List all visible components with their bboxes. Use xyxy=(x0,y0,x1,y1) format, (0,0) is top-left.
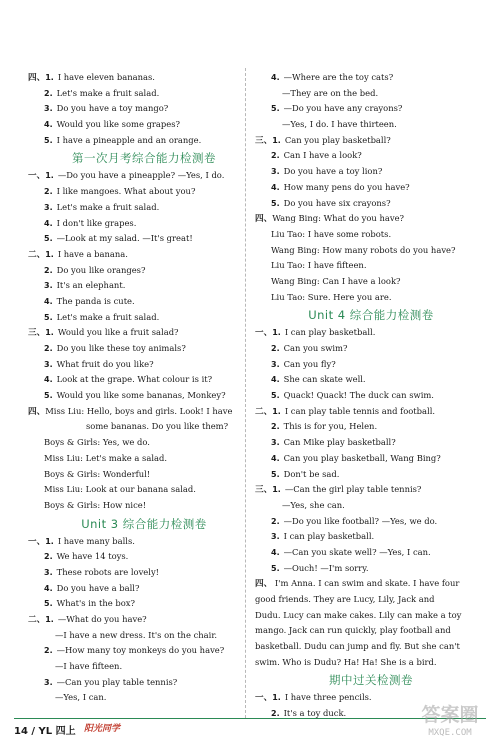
item-number: 5. xyxy=(44,135,53,145)
answer-line xyxy=(28,231,260,247)
item-number: 1. xyxy=(272,693,281,703)
answer-line xyxy=(28,628,260,644)
left-column xyxy=(28,70,260,706)
brand-logo: 阳光同学 xyxy=(84,724,121,734)
answer-text: Can I have a look? xyxy=(283,150,362,161)
section-heading: Unit 4 综合能力检测卷 xyxy=(308,308,434,323)
section-marker: 一、 xyxy=(28,536,46,547)
answer-line xyxy=(28,596,260,612)
item-number: 5. xyxy=(271,469,280,479)
answer-text: Would you like a fruit salad? xyxy=(57,327,179,338)
item-number: 2. xyxy=(271,344,280,353)
item-number: 4. xyxy=(44,218,53,228)
answer-text: Boys & Girls: How nice! xyxy=(44,499,147,510)
answer-text: The panda is cute. xyxy=(56,295,135,306)
answer-line xyxy=(28,498,260,514)
item-number: 3. xyxy=(44,104,53,114)
answer-text: —Can you play table tennis? xyxy=(56,676,178,687)
answer-text: mango. Jack can run quickly, play football and xyxy=(255,625,451,636)
answer-text: —Can the girl play table tennis? xyxy=(284,484,422,495)
answer-line xyxy=(28,310,260,326)
answer-text: Do you like these toy animals? xyxy=(56,343,186,353)
answer-text: Let's make a fruit salad. xyxy=(56,311,160,322)
right-column xyxy=(255,70,487,722)
answer-text: She can skate well. xyxy=(283,374,366,385)
answer-line xyxy=(28,467,260,483)
watermark xyxy=(406,700,494,744)
item-number: 4. xyxy=(44,583,53,593)
item-number: 1. xyxy=(45,328,54,338)
watermark-url: MXQE.COM xyxy=(428,728,472,738)
item-number: 5. xyxy=(44,391,53,401)
item-number: 3. xyxy=(44,281,53,291)
answer-line xyxy=(255,639,487,655)
answer-line xyxy=(28,659,260,675)
answer-line xyxy=(255,372,487,388)
answer-text: Let's make a fruit salad. xyxy=(56,87,160,98)
answer-text: Do you like oranges? xyxy=(56,264,146,275)
section-heading: 期中过关检测卷 xyxy=(329,673,413,688)
item-number: 5. xyxy=(271,198,280,208)
answer-line xyxy=(28,117,260,133)
answer-text: I can play table tennis and football. xyxy=(284,405,436,416)
answer-text: I have three pencils. xyxy=(284,692,372,703)
section-marker: 三、 xyxy=(28,328,46,339)
answer-line xyxy=(255,404,487,420)
answer-line xyxy=(255,545,487,561)
answer-text: Can you fly? xyxy=(283,358,336,369)
answer-line xyxy=(28,263,260,279)
answer-line xyxy=(255,148,487,164)
answer-text: Don't be sad. xyxy=(283,468,340,479)
answer-line xyxy=(255,101,487,117)
answer-text: —I have fifteen. xyxy=(55,661,123,672)
item-number: 1. xyxy=(272,135,281,145)
section-heading: Unit 3 综合能力检测卷 xyxy=(81,516,207,531)
answer-line xyxy=(28,325,260,341)
answer-text: Wang Bing: How many robots do you have? xyxy=(271,244,456,255)
answer-line xyxy=(28,565,260,581)
answer-text: —Yes, I do. I have thirteen. xyxy=(282,119,397,130)
answer-text: —Can you skate well? —Yes, I can. xyxy=(283,546,431,557)
answer-line xyxy=(255,196,487,212)
answer-line xyxy=(255,325,487,341)
answer-text: Miss Liu: Hello, boys and girls. Look! I have xyxy=(45,405,233,416)
answer-text: These robots are lovely! xyxy=(56,566,160,577)
answer-line xyxy=(28,294,260,310)
item-number: 1. xyxy=(272,406,281,416)
answer-text: I'm Anna. I can swim and skate. I have four xyxy=(272,578,460,589)
item-number: 4. xyxy=(271,375,280,385)
answer-text: Quack! Quack! The duck can swim. xyxy=(283,390,434,401)
answer-line xyxy=(255,290,487,306)
item-number: 4. xyxy=(271,73,280,82)
answer-text: Miss Liu: Look at our banana salad. xyxy=(44,484,196,495)
answer-line xyxy=(255,623,487,639)
answer-text: Boys & Girls: Wonderful! xyxy=(44,468,151,479)
answer-text: Boys & Girls: Yes, we do. xyxy=(44,437,150,448)
answer-text: swim. Who is Dudu? Ha! Ha! She is a bird. xyxy=(255,656,437,667)
item-number: 1. xyxy=(272,328,281,338)
answer-line xyxy=(28,101,260,117)
answer-text: I have a pineapple and an orange. xyxy=(56,134,202,145)
item-number: 2. xyxy=(44,646,53,656)
answer-text: What fruit do you like? xyxy=(56,358,154,369)
item-number: 2. xyxy=(271,709,280,719)
answer-line xyxy=(255,70,487,86)
answer-line xyxy=(28,549,260,565)
answer-line xyxy=(28,200,260,216)
answer-text: —Do you have any crayons? xyxy=(283,103,403,114)
item-number: 1. xyxy=(45,536,54,546)
answer-line xyxy=(28,133,260,149)
item-number: 2. xyxy=(44,187,53,197)
answer-line xyxy=(255,86,487,102)
item-number: 3. xyxy=(44,359,53,369)
answer-line xyxy=(255,608,487,624)
answer-line xyxy=(28,86,260,102)
answer-text: —They are on the bed. xyxy=(282,87,379,98)
answer-line xyxy=(28,534,260,550)
answer-line xyxy=(255,592,487,608)
item-number: 3. xyxy=(44,567,53,577)
section-marker: 一、 xyxy=(255,328,273,339)
section-marker: 三、 xyxy=(255,485,273,496)
answer-line xyxy=(255,388,487,404)
answer-text: —Do you have a pineapple? —Yes, I do. xyxy=(57,170,225,181)
answer-text: —Do you like football? —Yes, we do. xyxy=(283,515,438,526)
answer-line xyxy=(28,451,260,467)
item-number: 3. xyxy=(271,438,280,448)
item-number: 4. xyxy=(271,547,280,557)
answer-text: Can Mike play basketball? xyxy=(283,437,396,448)
answer-text: —Ouch! —I'm sorry. xyxy=(283,562,369,573)
answer-text: Look at the grape. What colour is it? xyxy=(56,374,213,385)
answer-line xyxy=(255,435,487,451)
item-number: 1. xyxy=(45,73,54,82)
answer-line xyxy=(28,184,260,200)
answer-text: How many pens do you have? xyxy=(283,181,410,192)
item-number: 2. xyxy=(44,552,53,562)
item-number: 5. xyxy=(44,312,53,322)
item-number: 1. xyxy=(45,171,54,181)
section-marker: 一、 xyxy=(255,693,273,704)
answer-line xyxy=(28,70,260,86)
item-number: 3. xyxy=(271,532,280,542)
item-number: 5. xyxy=(271,563,280,573)
answer-text: We have 14 toys. xyxy=(56,551,129,562)
answer-line xyxy=(255,274,487,290)
item-number: 4. xyxy=(44,120,53,130)
answer-text: This is for you, Helen. xyxy=(283,421,378,432)
answer-line xyxy=(28,419,260,435)
answer-text: Can you swim? xyxy=(283,343,348,353)
answer-line xyxy=(28,372,260,388)
answer-line xyxy=(28,404,260,420)
section-marker: 二、 xyxy=(255,406,273,417)
answer-line xyxy=(255,164,487,180)
answer-text: —Look at my salad. —It's great! xyxy=(56,233,193,244)
answer-text: I have eleven bananas. xyxy=(57,72,155,82)
section-marker: 二、 xyxy=(28,615,46,625)
answer-line xyxy=(255,451,487,467)
answer-line xyxy=(255,576,487,592)
answer-line xyxy=(255,514,487,530)
answer-text: —I have a new dress. It's on the chair. xyxy=(55,629,218,640)
item-number: 2. xyxy=(271,151,280,161)
answer-text: It's a toy duck. xyxy=(283,708,347,719)
answer-line xyxy=(28,278,260,294)
item-number: 5. xyxy=(271,104,280,114)
answer-text: Dudu. Lucy can make cakes. Lily can make a toy xyxy=(255,609,462,620)
answer-text: some bananas. Do you like them? xyxy=(86,421,229,432)
answer-line xyxy=(28,388,260,404)
answer-text: Can you play basketball, Wang Bing? xyxy=(283,452,441,463)
item-number: 2. xyxy=(44,88,53,98)
item-number: 2. xyxy=(271,422,280,432)
answer-text: Miss Liu: Let's make a salad. xyxy=(44,452,168,463)
item-number: 2. xyxy=(44,344,53,353)
answer-line xyxy=(28,690,260,706)
answer-line xyxy=(28,581,260,597)
answer-line xyxy=(28,168,260,184)
page-number: 14 / YL 四上 xyxy=(14,726,76,737)
answer-text: Do you have a toy lion? xyxy=(283,166,383,177)
answer-text: Can you play basketball? xyxy=(284,134,391,145)
answer-text: I like mangoes. What about you? xyxy=(56,186,196,197)
answer-line xyxy=(28,643,260,659)
answer-line xyxy=(28,482,260,498)
section-marker: 三、 xyxy=(255,135,273,146)
answer-line xyxy=(255,180,487,196)
answer-text: I don't like grapes. xyxy=(56,217,137,228)
answer-text: Liu Tao: I have some robots. xyxy=(271,228,392,239)
answer-text: I have a banana. xyxy=(57,248,128,259)
answer-text: —How many toy monkeys do you have? xyxy=(56,645,225,656)
answer-text: —What do you have? xyxy=(57,614,147,624)
answer-line xyxy=(28,612,260,628)
answer-text: Let's make a fruit salad. xyxy=(56,201,160,212)
item-number: 1. xyxy=(45,615,54,624)
answer-text: Do you have six crayons? xyxy=(283,197,391,208)
answer-line xyxy=(255,357,487,373)
answer-text: —Yes, I can. xyxy=(55,692,107,703)
watermark-logo: 答案圈 xyxy=(421,704,479,726)
answer-line xyxy=(255,258,487,274)
answer-line xyxy=(28,357,260,373)
item-number: 4. xyxy=(44,296,53,306)
answer-text: good friends. They are Lucy, Lily, Jack and xyxy=(255,594,435,604)
item-number: 1. xyxy=(272,485,281,495)
answer-text: Liu Tao: I have fifteen. xyxy=(271,260,367,271)
item-number: 5. xyxy=(271,391,280,401)
answer-line xyxy=(255,482,487,498)
answer-text: Do you have a ball? xyxy=(56,582,140,593)
answer-line xyxy=(255,498,487,514)
section-marker: 四、 xyxy=(28,73,46,83)
answer-text: Wang Bing: What do you have? xyxy=(272,213,405,224)
item-number: 3. xyxy=(44,202,53,212)
answer-text: Liu Tao: Sure. Here you are. xyxy=(271,291,392,302)
column-divider xyxy=(245,68,246,718)
answer-text: I can play basketball. xyxy=(283,531,375,542)
answer-text: Wang Bing: Can I have a look? xyxy=(271,275,401,286)
answer-text: —Yes, she can. xyxy=(282,499,345,510)
section-marker: 二、 xyxy=(28,249,46,260)
item-number: 4. xyxy=(271,182,280,192)
answer-line xyxy=(255,341,487,357)
answer-line xyxy=(28,675,260,691)
item-number: 1. xyxy=(45,249,54,259)
answer-line xyxy=(28,341,260,357)
section-heading: 第一次月考综合能力检测卷 xyxy=(72,151,216,166)
section-marker: 一、 xyxy=(28,171,46,182)
answer-line xyxy=(255,243,487,259)
answer-line xyxy=(255,529,487,545)
answer-line xyxy=(28,247,260,263)
section-marker: 四、 xyxy=(255,214,273,225)
item-number: 2. xyxy=(271,516,280,526)
answer-text: I have many balls. xyxy=(57,535,135,546)
answer-line xyxy=(255,419,487,435)
answer-text: —Where are the toy cats? xyxy=(283,72,394,82)
item-number: 3. xyxy=(271,359,280,369)
item-number: 3. xyxy=(44,677,53,687)
answer-text: What's in the box? xyxy=(56,598,135,609)
answer-text: It's an elephant. xyxy=(56,280,126,291)
answer-line xyxy=(255,467,487,483)
answer-line xyxy=(255,117,487,133)
answer-line xyxy=(255,561,487,577)
item-number: 3. xyxy=(271,167,280,177)
answer-line xyxy=(255,211,487,227)
answer-line xyxy=(28,216,260,232)
item-number: 4. xyxy=(44,375,53,385)
answer-text: Would you like some grapes? xyxy=(56,119,181,130)
item-number: 4. xyxy=(271,453,280,463)
answer-text: Would you like some bananas, Monkey? xyxy=(56,390,226,401)
section-marker: 四、 xyxy=(28,406,46,417)
section-marker: 四、 xyxy=(255,579,273,590)
item-number: 5. xyxy=(44,234,53,244)
answer-text: I can play basketball. xyxy=(284,327,376,338)
answer-line xyxy=(255,133,487,149)
answer-line xyxy=(255,227,487,243)
answer-text: basketball. Dudu can jump and fly. But she can't xyxy=(255,641,460,652)
item-number: 5. xyxy=(44,599,53,609)
item-number: 2. xyxy=(44,265,53,275)
answer-line xyxy=(255,655,487,671)
answer-text: Do you have a toy mango? xyxy=(56,103,169,114)
answer-line xyxy=(28,435,260,451)
